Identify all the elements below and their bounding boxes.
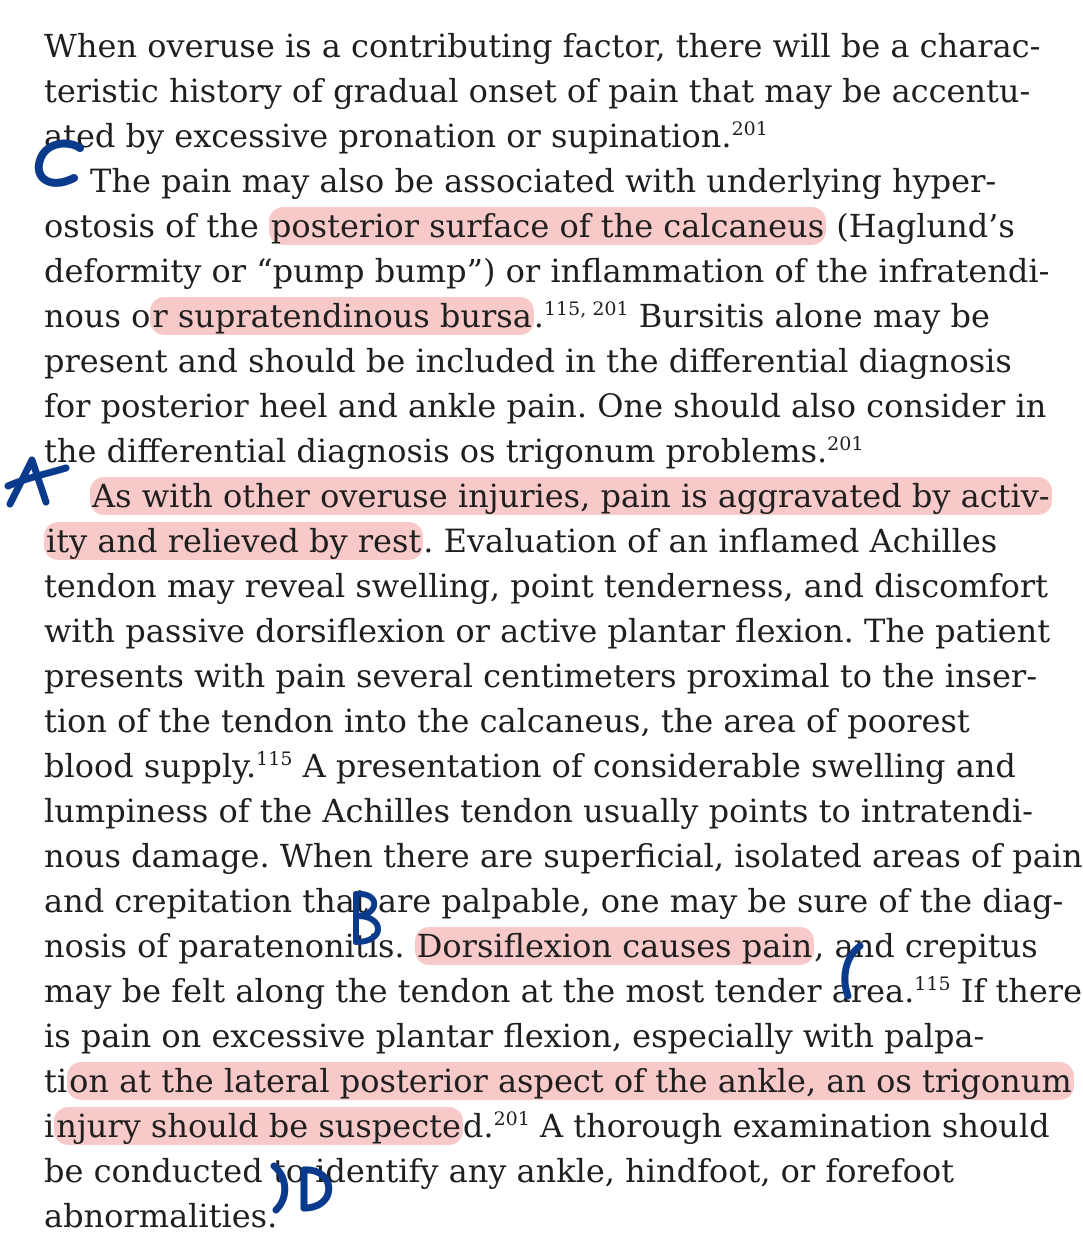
text-line bbox=[44, 474, 1050, 519]
text-line: may be felt along the tendon at the most tender area.$^{115}$ If there bbox=[44, 972, 1083, 1010]
text-line: The pain may also be associated with underlying hyper- bbox=[90, 162, 997, 200]
text-line: is pain on excessive plantar flexion, especially with palpa- bbox=[44, 1017, 985, 1055]
text-line: nous or supratendinous bursa.$^{115, 201}$ Bursitis alone may be bbox=[44, 297, 990, 335]
highlight: posterior surface of the calcaneus bbox=[270, 207, 825, 245]
document-page bbox=[44, 0, 1083, 1239]
text-line: and crepitation that are palpable, one may be sure of the diag- bbox=[44, 882, 1064, 920]
citation: 115, 201 bbox=[543, 298, 629, 320]
citation: 115 bbox=[914, 973, 951, 995]
text-line: lumpiness of the Achilles tendon usually points to intratendi- bbox=[44, 792, 1033, 830]
text-line: injury should be suspected.$^{201}$ A thorough examination should bbox=[44, 1107, 1050, 1145]
text-line: tendon may reveal swelling, point tenderness, and discomfort bbox=[44, 567, 1048, 605]
highlight: on at the lateral posterior aspect of the ankle, an os trigonum bbox=[69, 1062, 1072, 1100]
text-line: ostosis of the posterior surface of the calcaneus (Haglund’s bbox=[44, 207, 1015, 245]
highlight: njury should be suspecte bbox=[56, 1107, 461, 1145]
text-line: present and should be included in the differential diagnosis bbox=[44, 342, 1012, 380]
text-line: abnormalities. bbox=[44, 1197, 278, 1235]
text-line: teristic history of gradual onset of pain that may be accentu- bbox=[44, 72, 1031, 110]
text-line: tion at the lateral posterior aspect of the ankle, an os trigonum bbox=[44, 1062, 1072, 1100]
highlight: Dorsiflexion causes pain bbox=[416, 927, 813, 965]
text-line: blood supply.$^{115}$ A presentation of considerable swelling and bbox=[44, 747, 1016, 785]
text-line: presents with pain several centimeters proximal to the inser- bbox=[44, 657, 1038, 695]
text-line: nous damage. When there are superficial, isolated areas of pain bbox=[44, 837, 1083, 875]
citation: 201 bbox=[827, 433, 864, 455]
citation: 115 bbox=[256, 748, 293, 770]
text-line: with passive dorsiflexion or active plantar flexion. The patient bbox=[44, 612, 1051, 650]
text-line: nosis of paratenonitis. Dorsiflexion causes pain, and crepitus bbox=[44, 927, 1038, 965]
citation: 201 bbox=[731, 118, 768, 140]
text-line: tion of the tendon into the calcaneus, the area of poorest bbox=[44, 702, 970, 740]
highlight: r supratendinous bursa bbox=[152, 297, 532, 335]
highlight: As with other overuse injuries, pain is aggravated by activ- bbox=[92, 477, 1050, 515]
text-line: be conducted to identify any ankle, hindfoot, or forefoot bbox=[44, 1152, 954, 1190]
text-line: When overuse is a contributing factor, there will be a charac- bbox=[44, 27, 1041, 65]
citation: 201 bbox=[493, 1108, 530, 1130]
text-line: ated by excessive pronation or supination.$^{201}$ bbox=[44, 117, 768, 155]
highlight: ity and relieved by rest bbox=[46, 522, 422, 560]
text-line: deformity or “pump bump”) or inflammation of the infratendi- bbox=[44, 252, 1050, 290]
clipped-top-line bbox=[44, 0, 974, 24]
text-line: ity and relieved by rest. Evaluation of an inflamed Achilles bbox=[46, 522, 998, 560]
text-line: for posterior heel and ankle pain. One should also consider in bbox=[44, 387, 1047, 425]
text-line: the differential diagnosis os trigonum problems.$^{201}$ bbox=[44, 432, 864, 470]
